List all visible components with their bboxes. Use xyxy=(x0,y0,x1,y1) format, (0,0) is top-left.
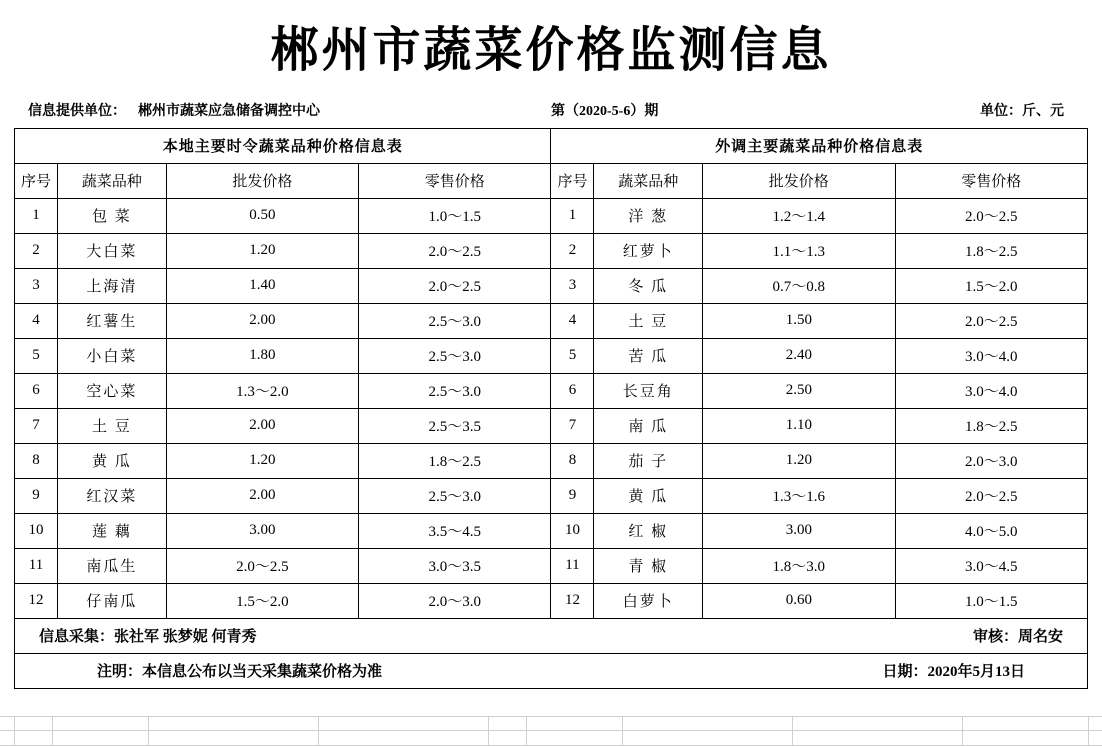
cell-wholesale: 1.2～1.4 xyxy=(703,198,895,233)
cell-no: 7 xyxy=(15,408,58,443)
left-section-title: 本地主要时令蔬菜品种价格信息表 xyxy=(15,128,551,163)
column-header-row xyxy=(15,163,1088,198)
cell-retail: 1.8～2.5 xyxy=(359,443,551,478)
cell-name: 冬 瓜 xyxy=(594,268,703,303)
cell-retail: 3.0～3.5 xyxy=(359,548,551,583)
cell-no: 7 xyxy=(551,408,594,443)
cell-retail: 2.0～3.0 xyxy=(359,583,551,618)
right-col-no: 序号 xyxy=(551,163,594,198)
section-title-row xyxy=(15,128,1088,163)
cell-wholesale: 1.40 xyxy=(166,268,358,303)
cell-name: 洋 葱 xyxy=(594,198,703,233)
cell-no: 6 xyxy=(551,373,594,408)
price-table xyxy=(14,128,1088,689)
cell-no: 12 xyxy=(551,583,594,618)
cell-no: 1 xyxy=(15,198,58,233)
document-info-row xyxy=(14,94,1088,128)
cell-name: 茄 子 xyxy=(594,443,703,478)
cell-wholesale: 1.3～2.0 xyxy=(166,373,358,408)
auditor-text: 审核：周名安 xyxy=(972,629,1063,646)
cell-retail: 2.0～2.5 xyxy=(895,478,1087,513)
cell-name: 红汉菜 xyxy=(58,478,167,513)
cell-retail: 2.0～3.0 xyxy=(895,443,1087,478)
note-text: 注明：本信息公布以当天采集蔬菜价格为准 xyxy=(97,664,383,681)
cell-no: 2 xyxy=(551,233,594,268)
left-col-wholesale: 批发价格 xyxy=(166,163,358,198)
cell-retail: 1.8～2.5 xyxy=(895,233,1087,268)
cell-no: 9 xyxy=(15,478,58,513)
cell-wholesale: 1.3～1.6 xyxy=(703,478,895,513)
cell-no: 9 xyxy=(551,478,594,513)
cell-name: 青 椒 xyxy=(594,548,703,583)
spreadsheet-grid-strip xyxy=(0,716,1102,746)
cell-retail: 2.5～3.0 xyxy=(359,303,551,338)
note-cell xyxy=(15,653,1088,688)
right-col-name: 蔬菜品种 xyxy=(594,163,703,198)
unit-label: 单位：斤、元 xyxy=(980,103,1064,119)
cell-name: 莲 藕 xyxy=(58,513,167,548)
cell-name: 白萝卜 xyxy=(594,583,703,618)
cell-retail: 1.0～1.5 xyxy=(895,583,1087,618)
cell-retail: 2.5～3.0 xyxy=(359,373,551,408)
cell-wholesale: 1.20 xyxy=(703,443,895,478)
cell-retail: 2.5～3.0 xyxy=(359,478,551,513)
collector-text: 信息采集：张社军 张梦妮 何青秀 xyxy=(39,629,257,646)
cell-wholesale: 1.1～1.3 xyxy=(703,233,895,268)
cell-wholesale: 1.10 xyxy=(703,408,895,443)
cell-no: 10 xyxy=(551,513,594,548)
collector-row xyxy=(15,618,1088,653)
cell-wholesale: 2.50 xyxy=(703,373,895,408)
cell-no: 5 xyxy=(551,338,594,373)
left-col-retail: 零售价格 xyxy=(359,163,551,198)
cell-wholesale: 0.7～0.8 xyxy=(703,268,895,303)
table-row xyxy=(15,443,1088,478)
provider-value: 郴州市蔬菜应急储备调控中心 xyxy=(138,103,320,119)
provider-block xyxy=(14,100,551,120)
cell-name: 南瓜生 xyxy=(58,548,167,583)
table-row xyxy=(15,268,1088,303)
cell-retail: 3.0～4.5 xyxy=(895,548,1087,583)
cell-retail: 3.0～4.0 xyxy=(895,338,1087,373)
provider-label: 信息提供单位： xyxy=(28,103,126,119)
cell-name: 黄 瓜 xyxy=(58,443,167,478)
cell-wholesale: 0.50 xyxy=(166,198,358,233)
table-row xyxy=(15,233,1088,268)
right-col-wholesale: 批发价格 xyxy=(703,163,895,198)
cell-no: 10 xyxy=(15,513,58,548)
cell-retail: 1.8～2.5 xyxy=(895,408,1087,443)
cell-no: 11 xyxy=(551,548,594,583)
cell-no: 5 xyxy=(15,338,58,373)
cell-no: 8 xyxy=(15,443,58,478)
cell-no: 1 xyxy=(551,198,594,233)
cell-no: 12 xyxy=(15,583,58,618)
table-row xyxy=(15,513,1088,548)
cell-wholesale: 3.00 xyxy=(166,513,358,548)
cell-retail: 2.0～2.5 xyxy=(895,303,1087,338)
cell-name: 长豆角 xyxy=(594,373,703,408)
table-row xyxy=(15,548,1088,583)
cell-no: 8 xyxy=(551,443,594,478)
table-row xyxy=(15,583,1088,618)
page-title: 郴州市蔬菜价格监测信息 xyxy=(270,24,832,77)
cell-name: 南 瓜 xyxy=(594,408,703,443)
cell-wholesale: 2.00 xyxy=(166,408,358,443)
right-section-title: 外调主要蔬菜品种价格信息表 xyxy=(551,128,1088,163)
cell-no: 6 xyxy=(15,373,58,408)
cell-wholesale: 1.20 xyxy=(166,443,358,478)
cell-retail: 2.5～3.5 xyxy=(359,408,551,443)
cell-name: 包 菜 xyxy=(58,198,167,233)
table-row xyxy=(15,478,1088,513)
table-row xyxy=(15,303,1088,338)
cell-retail: 3.5～4.5 xyxy=(359,513,551,548)
cell-wholesale: 1.80 xyxy=(166,338,358,373)
cell-retail: 2.5～3.0 xyxy=(359,338,551,373)
cell-name: 空心菜 xyxy=(58,373,167,408)
cell-no: 11 xyxy=(15,548,58,583)
table-row xyxy=(15,338,1088,373)
collector-cell xyxy=(15,618,1088,653)
cell-name: 仔南瓜 xyxy=(58,583,167,618)
cell-wholesale: 1.50 xyxy=(703,303,895,338)
cell-wholesale: 1.8～3.0 xyxy=(703,548,895,583)
cell-name: 红 椒 xyxy=(594,513,703,548)
cell-name: 小白菜 xyxy=(58,338,167,373)
cell-wholesale: 1.5～2.0 xyxy=(166,583,358,618)
cell-no: 4 xyxy=(551,303,594,338)
cell-name: 上海清 xyxy=(58,268,167,303)
cell-retail: 2.0～2.5 xyxy=(359,268,551,303)
note-row xyxy=(15,653,1088,688)
cell-name: 苦 瓜 xyxy=(594,338,703,373)
left-col-no: 序号 xyxy=(15,163,58,198)
cell-wholesale: 2.0～2.5 xyxy=(166,548,358,583)
cell-wholesale: 2.00 xyxy=(166,478,358,513)
cell-retail: 3.0～4.0 xyxy=(895,373,1087,408)
cell-name: 红萝卜 xyxy=(594,233,703,268)
left-col-name: 蔬菜品种 xyxy=(58,163,167,198)
cell-wholesale: 3.00 xyxy=(703,513,895,548)
cell-retail: 1.0～1.5 xyxy=(359,198,551,233)
cell-wholesale: 0.60 xyxy=(703,583,895,618)
cell-wholesale: 2.40 xyxy=(703,338,895,373)
cell-name: 土 豆 xyxy=(58,408,167,443)
cell-name: 红薯生 xyxy=(58,303,167,338)
right-col-retail: 零售价格 xyxy=(895,163,1087,198)
issue-number: 第（2020-5-6）期 xyxy=(551,103,659,119)
cell-name: 大白菜 xyxy=(58,233,167,268)
cell-wholesale: 1.20 xyxy=(166,233,358,268)
table-row xyxy=(15,408,1088,443)
date-text: 日期：2020年5月13日 xyxy=(882,664,1025,681)
cell-wholesale: 2.00 xyxy=(166,303,358,338)
cell-retail: 4.0～5.0 xyxy=(895,513,1087,548)
cell-retail: 1.5～2.0 xyxy=(895,268,1087,303)
cell-no: 4 xyxy=(15,303,58,338)
cell-name: 土 豆 xyxy=(594,303,703,338)
table-row xyxy=(15,373,1088,408)
cell-name: 黄 瓜 xyxy=(594,478,703,513)
cell-no: 2 xyxy=(15,233,58,268)
cell-retail: 2.0～2.5 xyxy=(359,233,551,268)
table-row xyxy=(15,198,1088,233)
cell-no: 3 xyxy=(15,268,58,303)
cell-retail: 2.0～2.5 xyxy=(895,198,1087,233)
cell-no: 3 xyxy=(551,268,594,303)
